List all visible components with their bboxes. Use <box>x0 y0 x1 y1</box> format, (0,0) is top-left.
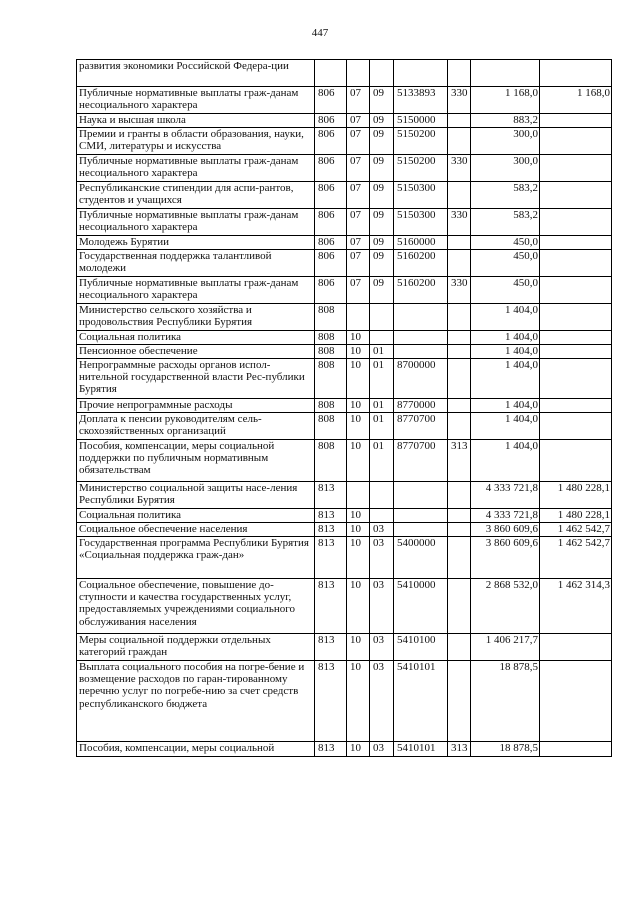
row-name: Меры социальной поддержки отдельных категорий граждан <box>77 634 315 661</box>
row-amount-subvention <box>540 114 612 128</box>
table-row <box>77 537 612 579</box>
row-amount: 883,2 <box>471 114 540 128</box>
row-section-code: 07 <box>347 182 370 209</box>
row-section-code: 10 <box>347 509 370 523</box>
row-expense-type-code: 330 <box>448 87 471 114</box>
row-expense-type-code <box>448 359 471 399</box>
table-row <box>77 277 612 304</box>
row-amount: 450,0 <box>471 236 540 250</box>
row-amount-subvention: 1 480 228,1 <box>540 509 612 523</box>
row-grbs-code: 806 <box>315 236 347 250</box>
row-expense-type-code <box>448 413 471 440</box>
row-target-article-code: 5160200 <box>394 250 448 277</box>
row-subsection-code: 09 <box>370 87 394 114</box>
row-section-code: 10 <box>347 440 370 482</box>
row-section-code: 10 <box>347 742 370 757</box>
row-grbs-code: 806 <box>315 277 347 304</box>
row-expense-type-code <box>448 182 471 209</box>
row-section-code: 10 <box>347 661 370 742</box>
row-target-article-code: 5150300 <box>394 209 448 236</box>
row-section-code: 07 <box>347 114 370 128</box>
row-grbs-code: 808 <box>315 440 347 482</box>
row-amount-subvention <box>540 277 612 304</box>
row-section-code: 07 <box>347 250 370 277</box>
row-target-article-code: 5133893 <box>394 87 448 114</box>
row-target-article-code: 5400000 <box>394 537 448 579</box>
table-row <box>77 331 612 345</box>
row-target-article-code: 5410000 <box>394 579 448 634</box>
row-amount-subvention <box>540 413 612 440</box>
row-target-article-code: 5410100 <box>394 634 448 661</box>
row-expense-type-code <box>448 661 471 742</box>
table-row <box>77 304 612 331</box>
row-target-article-code: 8770700 <box>394 413 448 440</box>
row-name: Пособия, компенсации, меры социальной <box>77 742 315 757</box>
row-expense-type-code: 313 <box>448 440 471 482</box>
row-section-code: 10 <box>347 523 370 537</box>
row-section-code: 07 <box>347 236 370 250</box>
row-name: Молодежь Бурятии <box>77 236 315 250</box>
table-row <box>77 345 612 359</box>
row-name: Доплата к пенсии руководителям сель-скохозяйственных организаций <box>77 413 315 440</box>
row-expense-type-code <box>448 482 471 509</box>
table-row <box>77 250 612 277</box>
row-target-article-code: 5150200 <box>394 128 448 155</box>
row-name: Социальная политика <box>77 509 315 523</box>
row-expense-type-code <box>448 509 471 523</box>
row-subsection-code: 03 <box>370 537 394 579</box>
row-section-code: 07 <box>347 128 370 155</box>
row-name: Пособия, компенсации, меры социальной поддержки по публичным нормативным обязательствам <box>77 440 315 482</box>
row-expense-type-code <box>448 250 471 277</box>
row-subsection-code: 01 <box>370 345 394 359</box>
table-row <box>77 742 612 757</box>
row-grbs-code: 813 <box>315 634 347 661</box>
row-target-article-code: 5410101 <box>394 661 448 742</box>
row-name: Непрограммные расходы органов испол-нительной государственной власти Рес-публики Бурятия <box>77 359 315 399</box>
row-name: Публичные нормативные выплаты граж-данам несоциального характера <box>77 277 315 304</box>
row-amount: 1 404,0 <box>471 304 540 331</box>
row-amount-subvention <box>540 209 612 236</box>
row-target-article-code: 5150300 <box>394 182 448 209</box>
row-subsection-code: 03 <box>370 634 394 661</box>
row-target-article-code: 5150000 <box>394 114 448 128</box>
row-section-code: 10 <box>347 359 370 399</box>
row-amount: 450,0 <box>471 277 540 304</box>
row-subsection-code: 09 <box>370 128 394 155</box>
row-subsection-code: 01 <box>370 413 394 440</box>
row-amount <box>471 60 540 87</box>
row-name: Наука и высшая школа <box>77 114 315 128</box>
row-expense-type-code <box>448 345 471 359</box>
row-amount-subvention: 1 462 542,7 <box>540 537 612 579</box>
row-amount-subvention <box>540 634 612 661</box>
row-target-article-code <box>394 523 448 537</box>
budget-table <box>76 59 612 757</box>
row-subsection-code: 03 <box>370 579 394 634</box>
table-row <box>77 359 612 399</box>
row-expense-type-code <box>448 114 471 128</box>
row-expense-type-code: 330 <box>448 155 471 182</box>
row-subsection-code: 09 <box>370 155 394 182</box>
row-subsection-code: 09 <box>370 250 394 277</box>
row-amount-subvention: 1 168,0 <box>540 87 612 114</box>
row-target-article-code: 8770700 <box>394 440 448 482</box>
row-name: Выплата социального пособия на погре-бение и возмещение расходов по гаран-тированному перечню услуг по погребе-нию за счет средств республиканского бюджета <box>77 661 315 742</box>
row-grbs-code: 813 <box>315 742 347 757</box>
row-expense-type-code <box>448 399 471 413</box>
row-grbs-code: 813 <box>315 579 347 634</box>
row-target-article-code <box>394 331 448 345</box>
row-amount: 1 404,0 <box>471 399 540 413</box>
row-grbs-code: 808 <box>315 413 347 440</box>
row-subsection-code: 01 <box>370 399 394 413</box>
row-name: Министерство сельского хозяйства и продовольствия Республики Бурятия <box>77 304 315 331</box>
row-target-article-code: 5160000 <box>394 236 448 250</box>
row-amount: 450,0 <box>471 250 540 277</box>
row-section-code: 10 <box>347 399 370 413</box>
row-section-code: 10 <box>347 579 370 634</box>
row-amount: 1 404,0 <box>471 440 540 482</box>
row-expense-type-code: 330 <box>448 209 471 236</box>
row-target-article-code <box>394 60 448 87</box>
row-target-article-code: 8700000 <box>394 359 448 399</box>
row-target-article-code <box>394 304 448 331</box>
row-grbs-code: 808 <box>315 304 347 331</box>
page-number: 447 <box>311 27 329 39</box>
table-row <box>77 209 612 236</box>
row-subsection-code: 09 <box>370 182 394 209</box>
table-row <box>77 482 612 509</box>
row-grbs-code: 808 <box>315 345 347 359</box>
table-row <box>77 128 612 155</box>
row-section-code <box>347 304 370 331</box>
row-grbs-code: 806 <box>315 155 347 182</box>
row-amount-subvention <box>540 331 612 345</box>
row-subsection-code: 01 <box>370 359 394 399</box>
row-amount-subvention <box>540 742 612 757</box>
row-amount-subvention: 1 462 314,3 <box>540 579 612 634</box>
row-expense-type-code: 330 <box>448 277 471 304</box>
row-grbs-code: 813 <box>315 509 347 523</box>
row-name: Республиканские стипендии для аспи-рантов, студентов и учащихся <box>77 182 315 209</box>
row-amount-subvention <box>540 236 612 250</box>
row-subsection-code: 09 <box>370 236 394 250</box>
row-section-code: 10 <box>347 537 370 579</box>
table-row <box>77 661 612 742</box>
row-grbs-code: 806 <box>315 128 347 155</box>
row-expense-type-code <box>448 523 471 537</box>
row-section-code: 07 <box>347 277 370 304</box>
row-subsection-code: 01 <box>370 440 394 482</box>
table-row <box>77 413 612 440</box>
row-expense-type-code <box>448 236 471 250</box>
row-name: Публичные нормативные выплаты граж-данам несоциального характера <box>77 87 315 114</box>
row-amount: 3 860 609,6 <box>471 523 540 537</box>
row-amount: 18 878,5 <box>471 742 540 757</box>
row-target-article-code: 8770000 <box>394 399 448 413</box>
row-amount-subvention <box>540 359 612 399</box>
row-grbs-code: 808 <box>315 359 347 399</box>
row-subsection-code <box>370 331 394 345</box>
row-grbs-code: 813 <box>315 523 347 537</box>
row-expense-type-code <box>448 579 471 634</box>
row-name: Государственная программа Республики Бурятия «Социальная поддержка граж-дан» <box>77 537 315 579</box>
row-name: Публичные нормативные выплаты граж-данам несоциального характера <box>77 155 315 182</box>
row-target-article-code: 5410101 <box>394 742 448 757</box>
row-subsection-code: 03 <box>370 742 394 757</box>
row-amount-subvention <box>540 128 612 155</box>
row-target-article-code <box>394 509 448 523</box>
row-expense-type-code <box>448 331 471 345</box>
row-grbs-code: 806 <box>315 182 347 209</box>
row-amount-subvention <box>540 155 612 182</box>
row-grbs-code: 808 <box>315 331 347 345</box>
row-amount: 583,2 <box>471 182 540 209</box>
row-name: Пенсионное обеспечение <box>77 345 315 359</box>
row-target-article-code: 5150200 <box>394 155 448 182</box>
row-name: Министерство социальной защиты насе-ления Республики Бурятия <box>77 482 315 509</box>
row-amount: 1 168,0 <box>471 87 540 114</box>
row-subsection-code <box>370 60 394 87</box>
row-grbs-code: 808 <box>315 399 347 413</box>
row-subsection-code <box>370 304 394 331</box>
row-expense-type-code <box>448 60 471 87</box>
row-subsection-code: 03 <box>370 661 394 742</box>
row-expense-type-code: 313 <box>448 742 471 757</box>
row-name: Прочие непрограммные расходы <box>77 399 315 413</box>
row-amount: 300,0 <box>471 128 540 155</box>
table-row <box>77 579 612 634</box>
table-row <box>77 236 612 250</box>
row-grbs-code: 813 <box>315 482 347 509</box>
row-target-article-code <box>394 345 448 359</box>
row-expense-type-code <box>448 634 471 661</box>
row-section-code: 10 <box>347 413 370 440</box>
row-amount: 18 878,5 <box>471 661 540 742</box>
row-name: Социальное обеспечение населения <box>77 523 315 537</box>
row-amount: 300,0 <box>471 155 540 182</box>
row-amount: 4 333 721,8 <box>471 509 540 523</box>
row-expense-type-code <box>448 128 471 155</box>
row-section-code: 10 <box>347 345 370 359</box>
row-subsection-code: 09 <box>370 209 394 236</box>
row-amount-subvention <box>540 440 612 482</box>
table-row <box>77 60 612 87</box>
row-amount: 583,2 <box>471 209 540 236</box>
row-section-code: 10 <box>347 634 370 661</box>
table-row <box>77 509 612 523</box>
row-name: Социальное обеспечение, повышение до-ступности и качества государственных услуг, предоставляемых учреждениями социального обслуживания населения <box>77 579 315 634</box>
row-grbs-code: 806 <box>315 87 347 114</box>
table-row <box>77 399 612 413</box>
row-amount-subvention <box>540 304 612 331</box>
row-subsection-code: 09 <box>370 277 394 304</box>
row-expense-type-code <box>448 537 471 579</box>
row-amount: 4 333 721,8 <box>471 482 540 509</box>
row-amount-subvention <box>540 345 612 359</box>
row-subsection-code <box>370 509 394 523</box>
row-grbs-code: 806 <box>315 250 347 277</box>
row-expense-type-code <box>448 304 471 331</box>
row-amount: 1 406 217,7 <box>471 634 540 661</box>
table-row <box>77 634 612 661</box>
row-name: Государственная поддержка талантливой молодежи <box>77 250 315 277</box>
row-subsection-code: 03 <box>370 523 394 537</box>
row-amount-subvention: 1 480 228,1 <box>540 482 612 509</box>
table-row <box>77 114 612 128</box>
row-amount-subvention: 1 462 542,7 <box>540 523 612 537</box>
row-section-code: 07 <box>347 87 370 114</box>
row-grbs-code: 806 <box>315 114 347 128</box>
row-section-code: 10 <box>347 331 370 345</box>
row-section-code <box>347 60 370 87</box>
row-amount: 2 868 532,0 <box>471 579 540 634</box>
table-row <box>77 87 612 114</box>
row-grbs-code: 806 <box>315 209 347 236</box>
table-row <box>77 155 612 182</box>
table-row <box>77 440 612 482</box>
row-subsection-code <box>370 482 394 509</box>
row-grbs-code: 813 <box>315 537 347 579</box>
row-amount-subvention <box>540 399 612 413</box>
row-amount-subvention <box>540 661 612 742</box>
row-grbs-code <box>315 60 347 87</box>
row-name: развития экономики Российской Федера-ции <box>77 60 315 87</box>
row-amount: 1 404,0 <box>471 413 540 440</box>
row-name: Премии и гранты в области образования, науки, СМИ, литературы и искусства <box>77 128 315 155</box>
row-amount-subvention <box>540 182 612 209</box>
row-amount-subvention <box>540 60 612 87</box>
row-grbs-code: 813 <box>315 661 347 742</box>
table-row <box>77 523 612 537</box>
row-amount-subvention <box>540 250 612 277</box>
row-target-article-code <box>394 482 448 509</box>
row-section-code: 07 <box>347 209 370 236</box>
row-amount: 1 404,0 <box>471 359 540 399</box>
row-amount: 3 860 609,6 <box>471 537 540 579</box>
row-section-code <box>347 482 370 509</box>
row-target-article-code: 5160200 <box>394 277 448 304</box>
row-amount: 1 404,0 <box>471 345 540 359</box>
table-row <box>77 182 612 209</box>
table-body <box>77 60 612 757</box>
row-name: Публичные нормативные выплаты граж-данам несоциального характера <box>77 209 315 236</box>
row-name: Социальная политика <box>77 331 315 345</box>
row-amount: 1 404,0 <box>471 331 540 345</box>
row-section-code: 07 <box>347 155 370 182</box>
row-subsection-code: 09 <box>370 114 394 128</box>
